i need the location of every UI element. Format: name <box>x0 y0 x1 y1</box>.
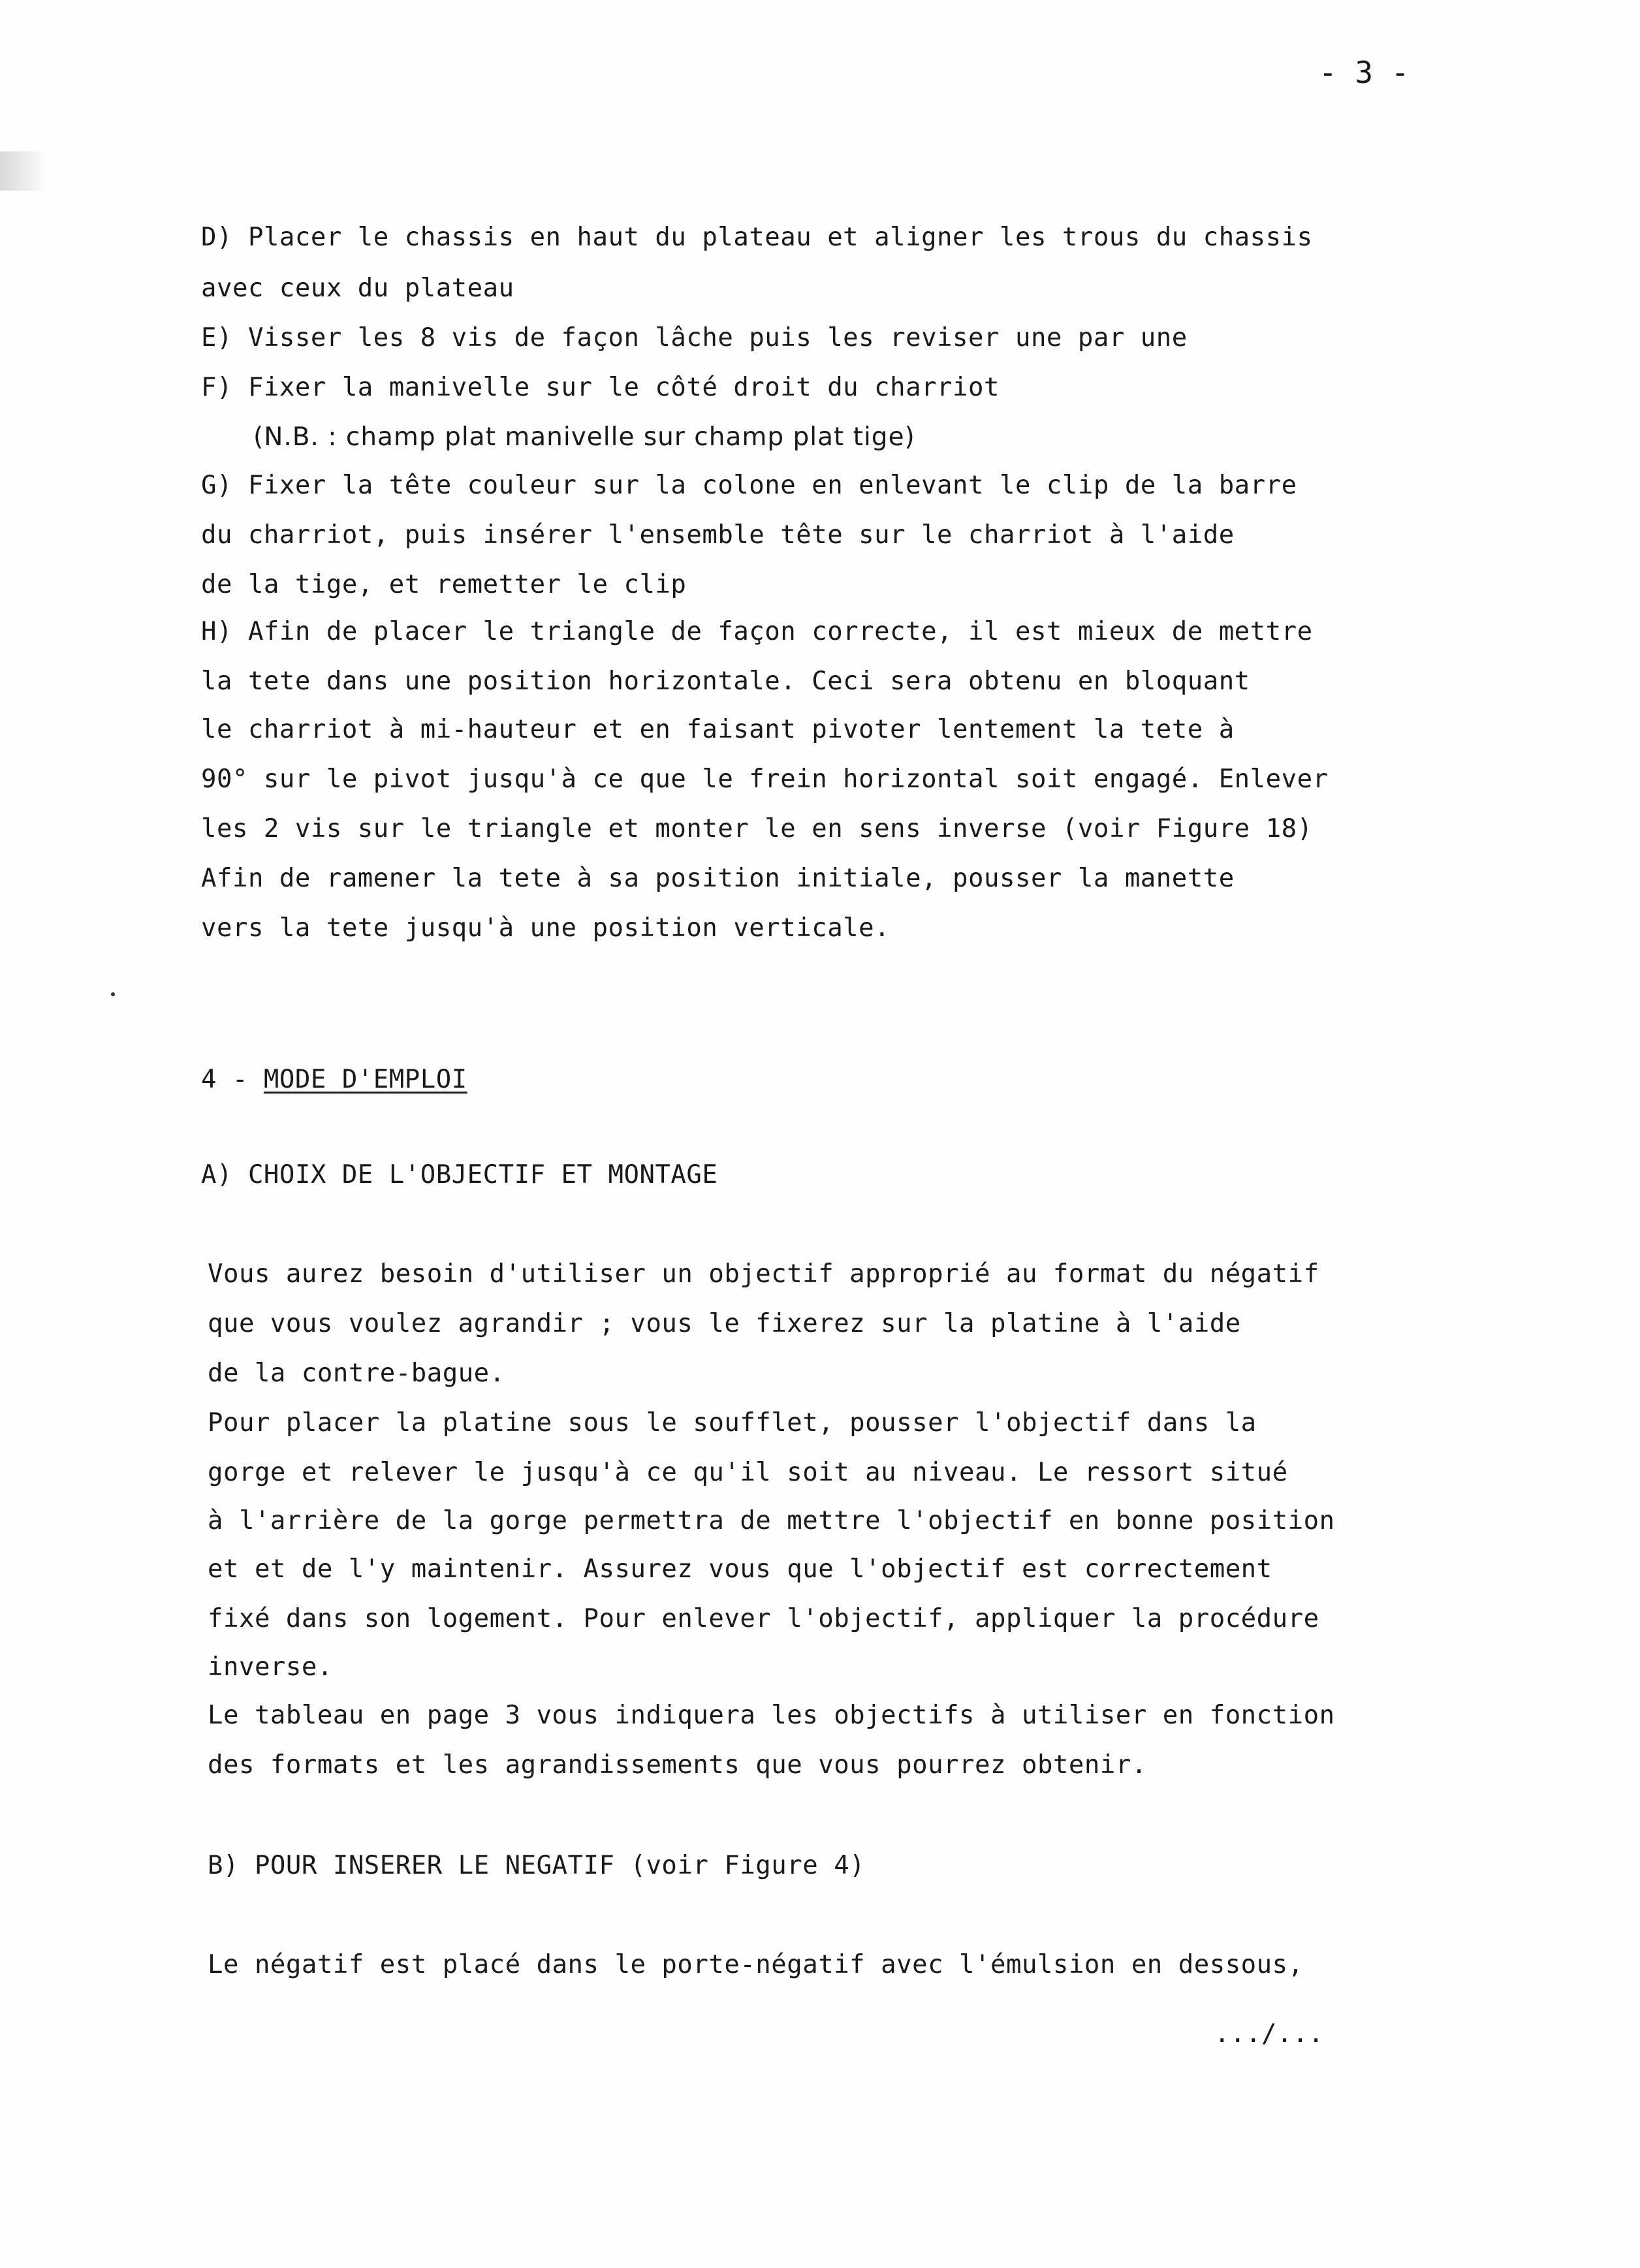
item-d-line-1: D) Placer le chassis en haut du plateau et aligner les trous du chassis <box>201 223 1313 252</box>
item-g-line-3: de la tige, et remetter le clip <box>201 570 687 599</box>
scan-speck <box>111 992 115 996</box>
item-g-line-1: G) Fixer la tête couleur sur la colone en enlevant le clip de la barre <box>201 471 1297 500</box>
section-4-number: 4 - <box>201 1065 264 1094</box>
subsection-a-p2-line-6: inverse. <box>208 1652 333 1682</box>
subsection-b-p1-line-1: Le négatif est placé dans le porte-négatif avec l'émulsion en dessous, <box>208 1950 1304 1979</box>
item-d-line-2: avec ceux du plateau <box>201 274 514 303</box>
item-h-line-6: Afin de ramener la tete à sa position initiale, pousser la manette <box>201 864 1235 893</box>
page-number: - 3 - <box>1319 55 1410 90</box>
item-e-line-1: E) Visser les 8 vis de façon lâche puis les reviser une par une <box>201 323 1188 353</box>
item-g-line-2: du charriot, puis insérer l'ensemble tête sur le charriot à l'aide <box>201 520 1235 550</box>
item-h-line-1: H) Afin de placer le triangle de façon correcte, il est mieux de mettre <box>201 617 1313 646</box>
subsection-a-p1-line-2: que vous voulez agrandir ; vous le fixerez sur la platine à l'aide <box>208 1309 1241 1338</box>
item-h-line-5: les 2 vis sur le triangle et monter le en sens inverse (voir Figure 18) <box>201 814 1313 843</box>
subsection-a-p1-line-1: Vous aurez besoin d'utiliser un objectif approprié au format du négatif <box>208 1259 1319 1289</box>
subsection-a-p2-line-2: gorge et relever le jusqu'à ce qu'il soit au niveau. Le ressort situé <box>208 1458 1288 1487</box>
scan-smudge <box>0 151 46 191</box>
item-h-line-7: vers la tete jusqu'à une position verticale. <box>201 913 891 943</box>
subsection-a-p2-line-5: fixé dans son logement. Pour enlever l'objectif, appliquer la procédure <box>208 1604 1319 1633</box>
subsection-a-p3-line-2: des formats et les agrandissements que vous pourrez obtenir. <box>208 1750 1147 1780</box>
item-h-line-2: la tete dans une position horizontale. Ceci sera obtenu en bloquant <box>201 667 1250 696</box>
subsection-a-p1-line-3: de la contre-bague. <box>208 1359 505 1388</box>
section-4-heading <box>201 1064 467 1095</box>
subsection-a-p2-line-3: à l'arrière de la gorge permettra de mettre l'objectif en bonne position <box>208 1506 1335 1536</box>
subsection-b-title: B) POUR INSERER LE NEGATIF (voir Figure 4) <box>208 1851 866 1880</box>
item-f-note: (N.B. : champ plat manivelle sur champ plat tige) <box>253 422 915 452</box>
subsection-a-p2-line-4: et et de l'y maintenir. Assurez vous que l'objectif est correctement <box>208 1554 1272 1584</box>
subsection-a-p2-line-1: Pour placer la platine sous le soufflet, pousser l'objectif dans la <box>208 1408 1257 1438</box>
section-4-title: MODE D'EMPLOI <box>263 1065 467 1094</box>
item-f-line-1: F) Fixer la manivelle sur le côté droit du charriot <box>201 373 1000 402</box>
item-h-line-4: 90° sur le pivot jusqu'à ce que le frein horizontal soit engagé. Enlever <box>201 764 1329 794</box>
subsection-a-p3-line-1: Le tableau en page 3 vous indiquera les objectifs à utiliser en fonction <box>208 1701 1335 1730</box>
item-h-line-3: le charriot à mi-hauteur et en faisant pivoter lentement la tete à <box>201 715 1235 744</box>
subsection-a-title: A) CHOIX DE L'OBJECTIF ET MONTAGE <box>201 1160 718 1189</box>
continuation-mark: .../... <box>1214 2019 1324 2049</box>
